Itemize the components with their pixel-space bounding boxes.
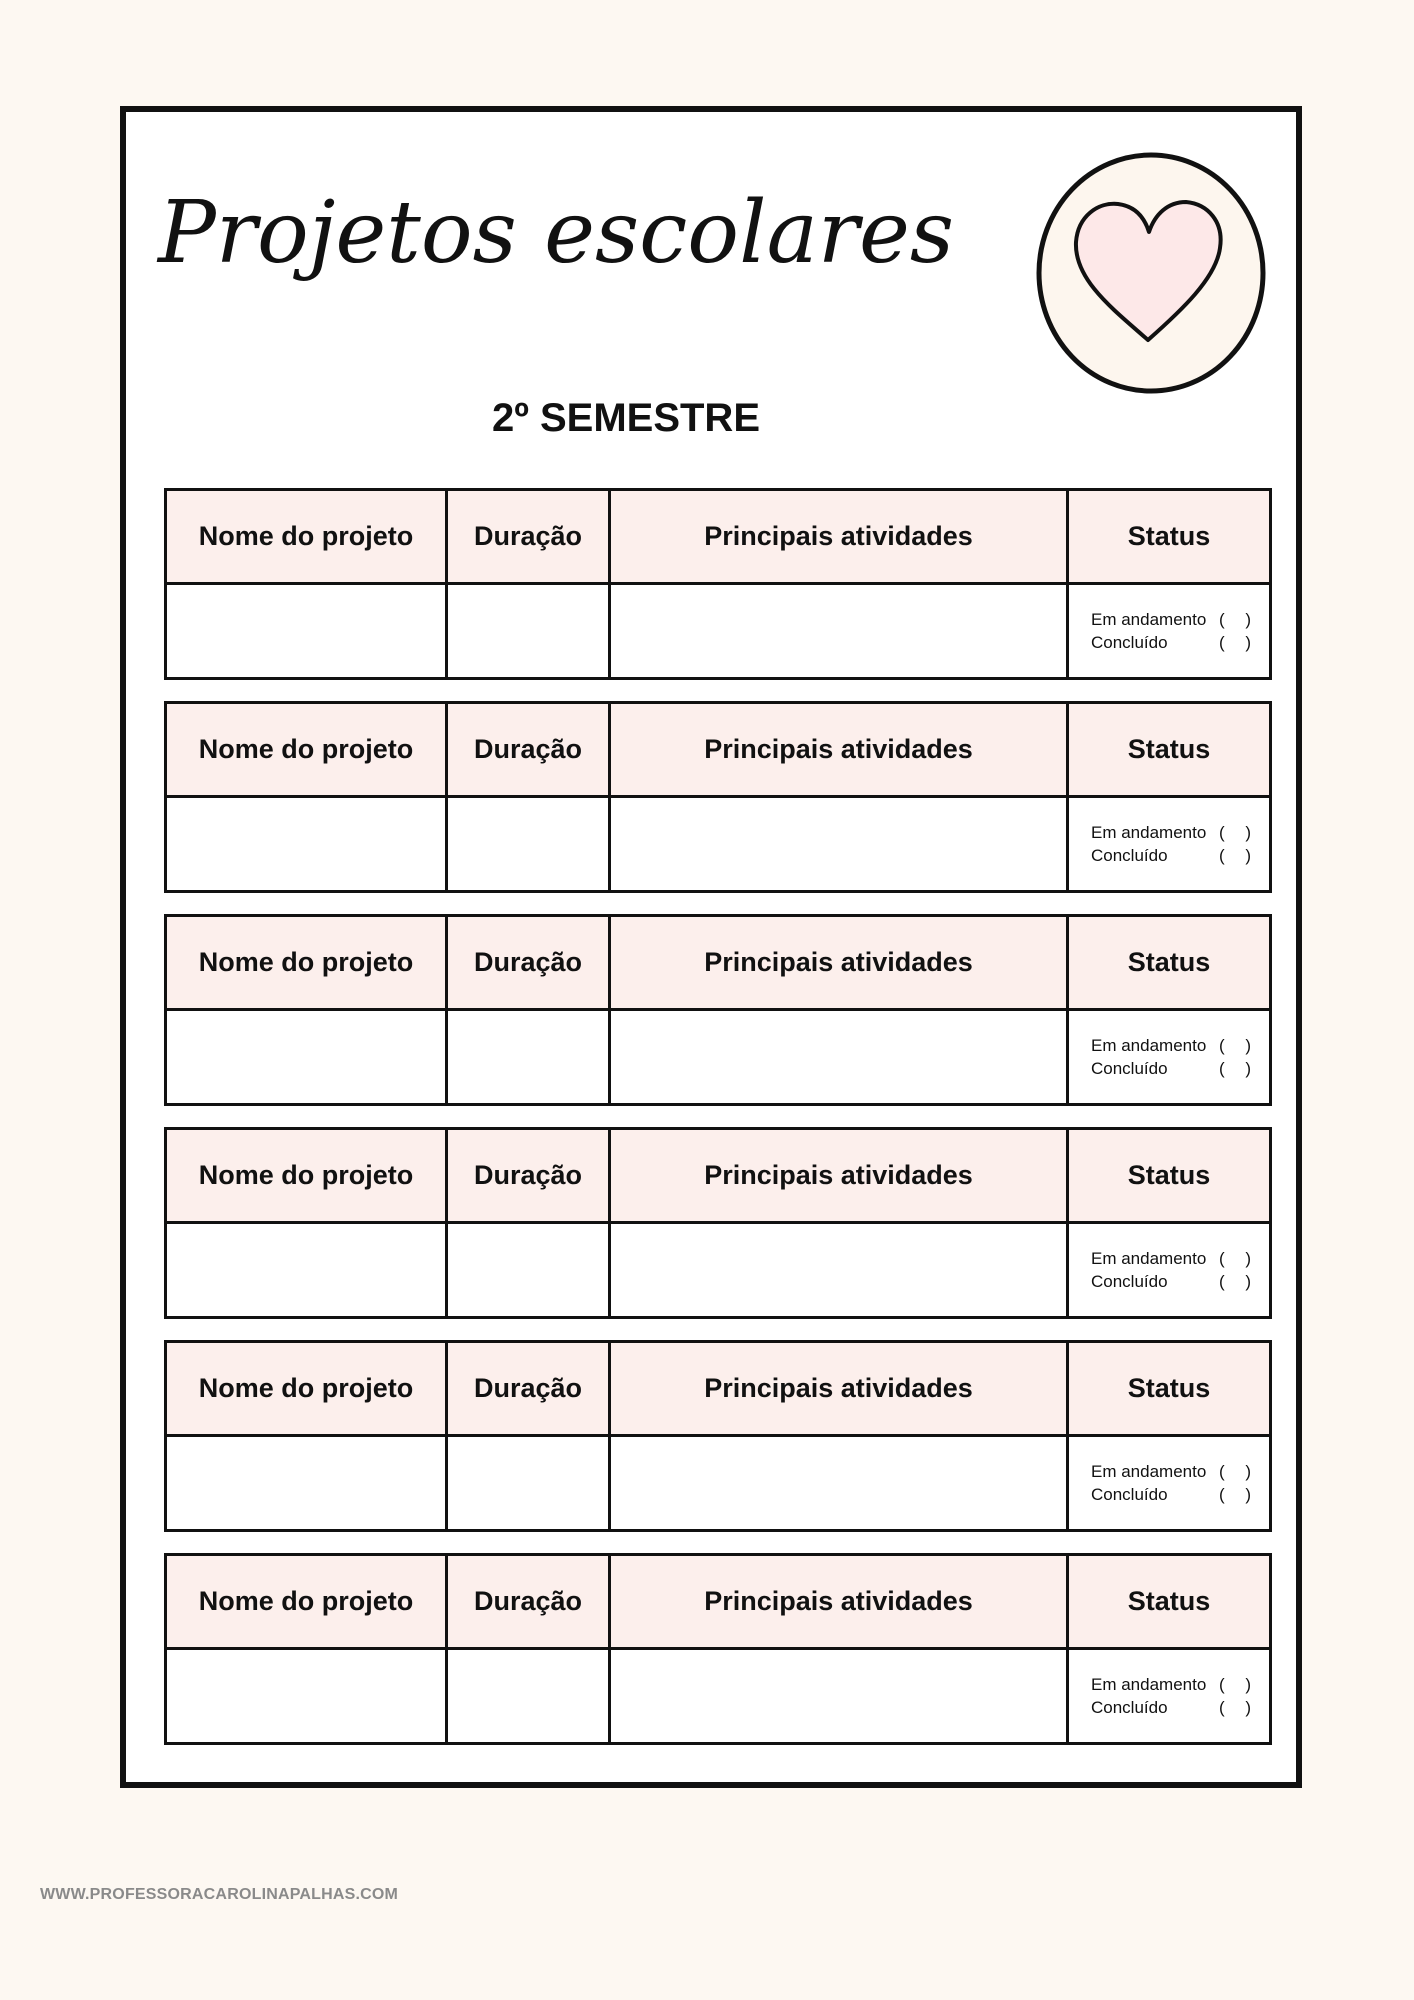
status-completed[interactable]: Concluído ( ) [1091, 1485, 1251, 1504]
status-in-progress[interactable]: Em andamento ( ) [1091, 1036, 1251, 1055]
project-table [164, 1340, 1272, 1532]
header-status: Status [1069, 491, 1269, 585]
project-table [164, 488, 1272, 680]
project-name-field[interactable] [167, 1650, 448, 1742]
activities-field[interactable] [611, 1011, 1069, 1103]
project-name-field[interactable] [167, 1011, 448, 1103]
header-main-activities: Principais atividades [611, 1556, 1069, 1650]
header-duration: Duração [448, 917, 611, 1011]
activities-field[interactable] [611, 1650, 1069, 1742]
project-name-field[interactable] [167, 1224, 448, 1316]
status-completed[interactable]: Concluído ( ) [1091, 1272, 1251, 1291]
status-completed[interactable]: Concluído ( ) [1091, 846, 1251, 865]
status-in-progress[interactable]: Em andamento ( ) [1091, 610, 1251, 629]
duration-field[interactable] [448, 1011, 611, 1103]
header-status: Status [1069, 1556, 1269, 1650]
header-project-name: Nome do projeto [167, 704, 448, 798]
activities-field[interactable] [611, 1224, 1069, 1316]
header-project-name: Nome do projeto [167, 1556, 448, 1650]
header-project-name: Nome do projeto [167, 1343, 448, 1437]
header-main-activities: Principais atividades [611, 491, 1069, 585]
status-field [1069, 585, 1269, 677]
header-duration: Duração [448, 1130, 611, 1224]
activities-field[interactable] [611, 585, 1069, 677]
header-duration: Duração [448, 1343, 611, 1437]
header-status: Status [1069, 1130, 1269, 1224]
script-title [157, 150, 955, 310]
project-name-field[interactable] [167, 798, 448, 890]
header-project-name: Nome do projeto [167, 917, 448, 1011]
activities-field[interactable] [611, 1437, 1069, 1529]
project-table [164, 701, 1272, 893]
header-main-activities: Principais atividades [611, 1343, 1069, 1437]
heart-badge-icon [1036, 150, 1270, 394]
duration-field[interactable] [448, 1650, 611, 1742]
status-field [1069, 1224, 1269, 1316]
header-duration: Duração [448, 1556, 611, 1650]
worksheet-frame [120, 106, 1302, 1788]
header-duration: Duração [448, 491, 611, 585]
website-footer: WWW.PROFESSORACAROLINAPALHAS.COM [40, 1886, 399, 1903]
duration-field[interactable] [448, 1224, 611, 1316]
header-duration: Duração [448, 704, 611, 798]
header-main-activities: Principais atividades [611, 704, 1069, 798]
status-field [1069, 1437, 1269, 1529]
status-in-progress[interactable]: Em andamento ( ) [1091, 1462, 1251, 1481]
header-main-activities: Principais atividades [611, 1130, 1069, 1224]
status-in-progress[interactable]: Em andamento ( ) [1091, 823, 1251, 842]
project-name-field[interactable] [167, 585, 448, 677]
status-in-progress[interactable]: Em andamento ( ) [1091, 1249, 1251, 1268]
status-in-progress[interactable]: Em andamento ( ) [1091, 1675, 1251, 1694]
header-status: Status [1069, 704, 1269, 798]
svg-text:Projetos escolares: Projetos escolares [157, 183, 955, 283]
header-status: Status [1069, 1343, 1269, 1437]
status-completed[interactable]: Concluído ( ) [1091, 633, 1251, 652]
status-completed[interactable]: Concluído ( ) [1091, 1059, 1251, 1078]
project-table [164, 1553, 1272, 1745]
header-status: Status [1069, 917, 1269, 1011]
header-project-name: Nome do projeto [167, 1130, 448, 1224]
project-name-field[interactable] [167, 1437, 448, 1529]
header-main-activities: Principais atividades [611, 917, 1069, 1011]
duration-field[interactable] [448, 585, 611, 677]
status-completed[interactable]: Concluído ( ) [1091, 1698, 1251, 1717]
project-table [164, 1127, 1272, 1319]
semester-heading: 2º SEMESTRE [491, 396, 760, 440]
project-table [164, 914, 1272, 1106]
duration-field[interactable] [448, 1437, 611, 1529]
activities-field[interactable] [611, 798, 1069, 890]
status-field [1069, 1011, 1269, 1103]
project-tables [164, 488, 1272, 1766]
duration-field[interactable] [448, 798, 611, 890]
status-field [1069, 1650, 1269, 1742]
status-field [1069, 798, 1269, 890]
header-project-name: Nome do projeto [167, 491, 448, 585]
